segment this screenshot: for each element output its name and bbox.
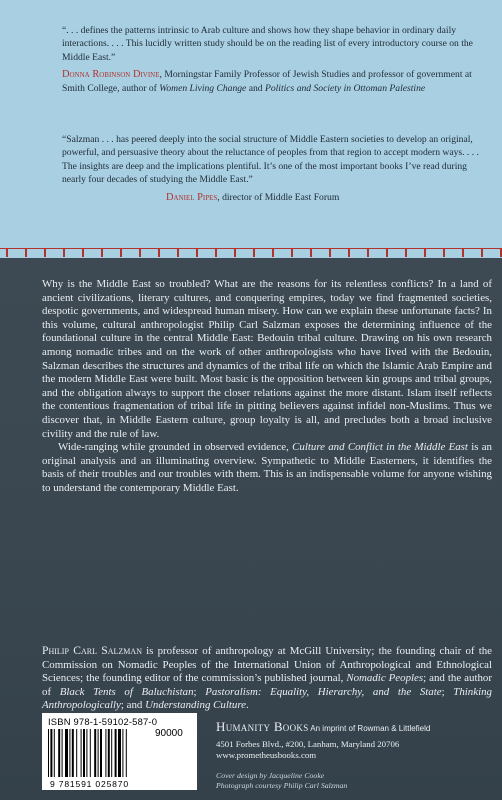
perforation-tick	[272, 248, 274, 257]
perforation-tick	[215, 248, 217, 257]
perforation-tick	[481, 248, 483, 257]
photo-credit: Photograph courtesy Philip Carl Salzman	[216, 781, 348, 790]
endorsement-quote-1	[62, 24, 482, 95]
design-credit: Cover design by Jacqueline Cooke	[216, 771, 325, 780]
perforation-tick	[424, 248, 426, 257]
book-title: Culture and Conflict in the Middle East	[292, 441, 468, 454]
perforation-tick	[63, 248, 65, 257]
barcode-digits: 9 781591 025870	[50, 779, 129, 789]
price-code: 90000	[155, 728, 183, 739]
isbn-barcode	[42, 713, 197, 790]
publisher-address: 4501 Forbes Blvd., #200, Lanham, Maryland 20706	[216, 739, 400, 749]
perforation-tick	[120, 248, 122, 257]
author-name: Philip Carl Salzman	[42, 644, 142, 657]
endorsements-panel	[0, 0, 502, 248]
isbn-label: ISBN 978-1-59102-587-0	[48, 716, 158, 727]
barcode-icon	[48, 729, 150, 779]
perforation-tick	[348, 248, 350, 257]
endorser-name: Donna Robinson Divine	[62, 69, 160, 81]
perforation-tick	[253, 248, 255, 257]
perforation-tick	[367, 248, 369, 257]
perforation-tick	[291, 248, 293, 257]
quote-text: “Salzman . . . has peered deeply into the social structure of Middle Eastern societies to develop an original, powerful, and persuasive theory about the reluctance of peoples from that region to accept modern ways. . . . The insights are deep and the implications plentiful. It’s one of the most important books I’ve read during nearly four decades of studying the Middle East.”	[62, 134, 479, 186]
quote-attribution: Daniel Pipes, director of Middle East Forum	[166, 191, 340, 203]
perforation-tick	[386, 248, 388, 257]
perforation-tick	[139, 248, 141, 257]
perforation-tick	[101, 248, 103, 257]
publisher-block	[216, 718, 496, 761]
perforation-tick	[177, 248, 179, 257]
endorser-name: Daniel Pipes	[166, 191, 218, 203]
perforation-tick	[462, 248, 464, 257]
perforation-tick	[158, 248, 160, 257]
perforation-tick	[196, 248, 198, 257]
description-paragraph-1: Why is the Middle East so troubled? What are the reasons for its relentless conflicts? In a land of ancient civilizations, literary cultures, and conquering empires, today we find fragmented societies, despotic governments, and widespread human misery. How can we explain these unfortunate facts? In this volume, cultural anthropologist Philip Carl Salzman exposes the determining influence of the foundational culture in the central Middle East: Bedouin tribal culture. Drawing on his own research among nomadic tribes and on the work of other anthropologists who have lived with the Bedouin, Salzman describes the structures and dynamics of the tribal life on which the Islamic Arab Empire and the modern Middle East were built. Most basic is the opposition between kin groups and tribal groups, and the obligation always to support the closer relations against the more distant. Islam itself reflects the contentious fragmentation of tribal life in pitting believers against infidel non-Muslims. Thus we discover that, in Middle Eastern culture, group loyalty is all, and precludes both a broad inclusive civility and the rule of law.	[42, 278, 492, 440]
quote-text: “. . . defines the patterns intrinsic to Arab culture and shows how they shape behavior in ordinary daily interactions. . . . This lucidly written study should be on the reading list of every introductory course on the Middle East.”	[62, 25, 473, 63]
perforation-tick	[443, 248, 445, 257]
publisher-name: Humanity Books	[216, 719, 309, 734]
perforation-tick	[405, 248, 407, 257]
publisher-url: www.prometheusbooks.com	[216, 750, 317, 760]
perforation-tick	[6, 248, 8, 257]
endorsement-quote-2	[62, 133, 482, 204]
perforation-tick	[44, 248, 46, 257]
perforation-tick	[25, 248, 27, 257]
perforation-tick	[234, 248, 236, 257]
perforation-tick	[310, 248, 312, 257]
perforation-tick	[82, 248, 84, 257]
author-bio: Philip Carl Salzman is professor of anthropology at McGill University; the founding chair of the Commission on Nomadic Peoples of the International Union of Anthropological and Ethnological Sciences; the founding editor of the commission’s published journal, Nomadic Peoples; and the author of Black Tents of Baluchistan; Pastoralism: Equality, Hierarchy, and the State; Thinking Anthropologically; and Understanding Culture.	[42, 644, 493, 712]
quote-attribution: Donna Robinson Divine, Morningstar Family Professor of Jewish Studies and professor of government at Smith College, author of Women Living Change and Politics and Society in Ottoman Palestine	[62, 69, 472, 94]
book-description	[42, 278, 492, 496]
publisher-imprint: An imprint of Rowman & Littlefield	[308, 724, 431, 733]
perforation-tick	[329, 248, 331, 257]
description-panel	[0, 258, 502, 800]
description-paragraph-2: Wide-ranging while grounded in observed evidence, Culture and Conflict in the Middle East is an original analysis and an illuminating overview. Sympathetic to Middle Easterners, it identifies the basis of their troubles and our troubles with them. This is an indispensable volume for anyone wishing to understand the contemporary Middle East.	[42, 441, 492, 494]
cover-credits	[216, 771, 347, 791]
